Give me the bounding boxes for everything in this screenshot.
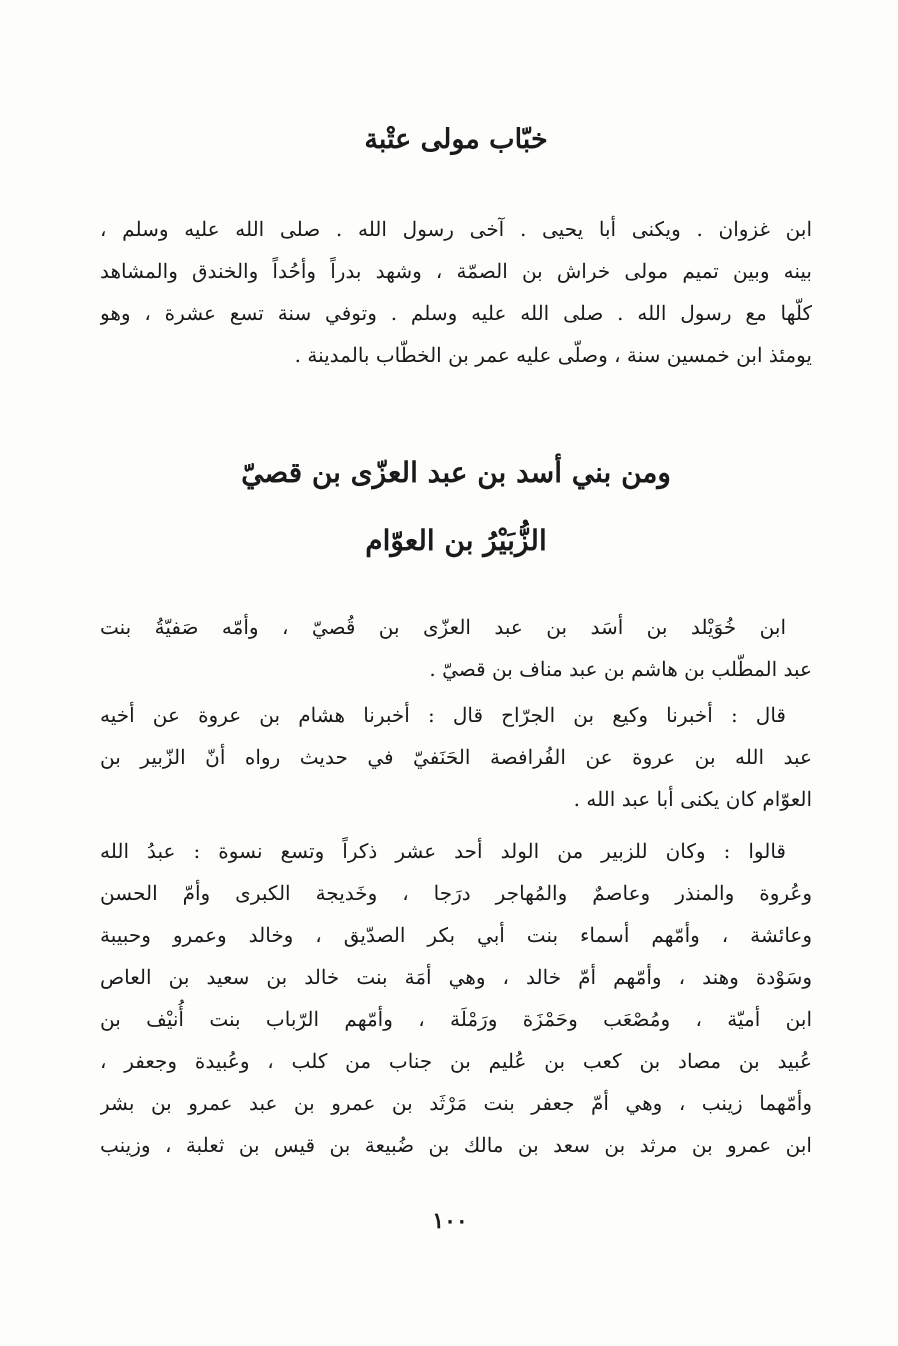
zubayr-paragraph-kunya bbox=[100, 694, 812, 820]
text-line: عبد الله بن عروة عن الفُرافصة الحَنَفيّ في حديث رواه أنّ الزّبير بن bbox=[100, 745, 812, 769]
page-number: ١٠٠ bbox=[432, 1208, 468, 1234]
text-line: قال : أخبرنا وكيع بن الجرّاح قال : أخبرنا هشام بن عروة عن أخيه bbox=[100, 703, 786, 727]
text-line: العوّام كان يكنى أبا عبد الله . bbox=[573, 787, 812, 811]
khabbab-biography bbox=[100, 208, 812, 376]
text-line: وعُروة والمنذر وعاصمٌ والمُهاجر درَجا ، وخَديجة الكبرى وأمّ الحسن bbox=[100, 881, 812, 905]
section-heading-bani-asad: ومن بني أسد بن عبد العزّى بن قصيّ bbox=[241, 456, 671, 489]
zubayr-paragraph-children bbox=[100, 830, 812, 1166]
text-line: ابن غزوان . ويكنى أبا يحيى . آخى رسول الله . صلى الله عليه وسلم ، bbox=[100, 217, 812, 241]
text-line: يومئذ ابن خمسين سنة ، وصلّى عليه عمر بن الخطّاب بالمدينة . bbox=[294, 343, 812, 367]
text-line: بينه وبين تميم مولى خراش بن الصمّة ، وشهد بدراً وأحُداً والخندق والمشاهد bbox=[100, 259, 812, 283]
section-title-khabbab: خبّاب مولى عتْبة bbox=[364, 124, 548, 155]
section-title-zubayr: الزُّبَيْرُ بن العوّام bbox=[365, 524, 547, 557]
text-line: ابن أميّة ، ومُصْعَب وحَمْزَة ورَمْلَة ، وأمّهم الرّباب بنت أُنيْف بن bbox=[100, 1007, 812, 1031]
text-line: وسَوْدة وهند ، وأمّهم أمّ خالد ، وهي أمَة بنت خالد بن سعيد بن العاص bbox=[100, 965, 812, 989]
text-line: وعائشة ، وأمّهم أسماء بنت أبي بكر الصدّيق ، وخالد وعمرو وحبيبة bbox=[100, 923, 812, 947]
zubayr-paragraph-lineage bbox=[100, 606, 812, 690]
text-line: كلّها مع رسول الله . صلى الله عليه وسلم . وتوفي سنة تسع عشرة ، وهو bbox=[100, 301, 812, 325]
text-line: عُبيد بن مصاد بن كعب بن عُليم بن جناب من كلب ، وعُبيدة وجعفر ، bbox=[100, 1049, 812, 1073]
text-line: ابن خُوَيْلد بن أسَد بن عبد العزّى بن قُصيّ ، وأمّه صَفيّةُ بنت bbox=[100, 615, 786, 639]
text-line: عبد المطّلب بن هاشم بن عبد مناف بن قصيّ . bbox=[429, 657, 812, 681]
text-line: وأمّهما زينب ، وهي أمّ جعفر بنت مَرْثَد بن عمرو بن عبد عمرو بن بشر bbox=[100, 1091, 812, 1115]
text-line: قالوا : وكان للزبير من الولد أحد عشر ذكراً وتسع نسوة : عبدُ الله bbox=[100, 839, 786, 863]
text-line: ابن عمرو بن مرثد بن سعد بن مالك بن ضُبيعة بن قيس بن ثعلبة ، وزينب bbox=[100, 1133, 812, 1157]
